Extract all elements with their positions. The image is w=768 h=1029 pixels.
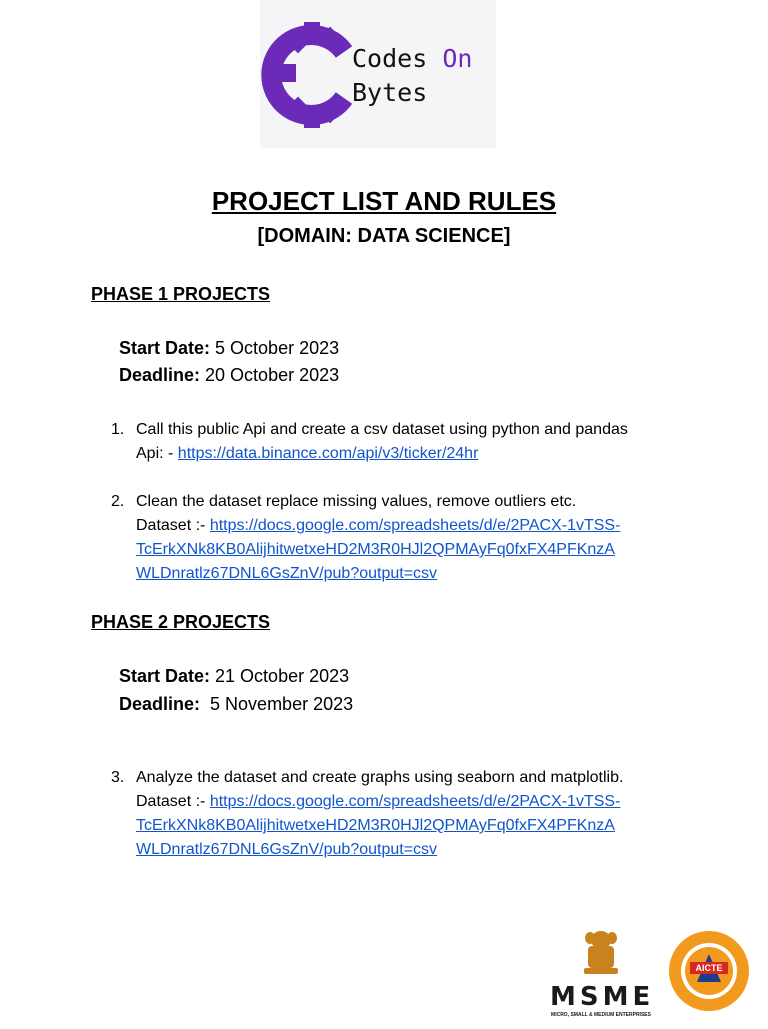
phase2-deadline [119, 694, 353, 716]
phase1-start-date [119, 338, 339, 360]
list-item [136, 418, 736, 466]
phase2-heading: PHASE 2 PROJECTS [91, 612, 271, 632]
link-prefix: Dataset :- [136, 793, 210, 810]
phase1-heading: PHASE 1 PROJECTS [91, 284, 271, 304]
item-link-line [136, 514, 736, 538]
logo-word-bytes: Bytes [352, 78, 428, 107]
msme-tagline: MICRO, SMALL & MEDIUM ENTERPRISES [551, 1012, 651, 1018]
msme-wordmark: MSME [550, 982, 655, 1012]
item-description: Clean the dataset replace missing values, remove outliers etc. [136, 493, 577, 510]
link-prefix: Api: - [136, 445, 178, 462]
start-date-value: 5 October 2023 [210, 338, 340, 358]
binance-api-link[interactable]: https://data.binance.com/api/v3/ticker/24hr [177, 445, 479, 462]
domain-subtitle: [DOMAIN: DATA SCIENCE] [257, 225, 511, 247]
list-item-number: 1. [111, 421, 125, 438]
codes-on-bytes-logo [260, 0, 496, 148]
msme-logo [544, 928, 658, 1024]
gear-icon [260, 0, 496, 148]
dataset-link-part1[interactable]: https://docs.google.com/spreadsheets/d/e/2PACX-1vTSS- [209, 793, 621, 810]
deadline-label: Deadline: [119, 365, 201, 385]
page-title: PROJECT LIST AND RULES [211, 186, 557, 216]
dataset-link-part3[interactable]: WLDnratlz67DNL6GsZnV/pub?output=csv [136, 841, 438, 858]
dataset-link-part1[interactable]: https://docs.google.com/spreadsheets/d/e/2PACX-1vTSS- [209, 517, 621, 534]
phase1-deadline [119, 365, 339, 387]
deadline-label: Deadline: [119, 694, 201, 714]
link-prefix: Dataset :- [136, 517, 210, 534]
aicte-logo [666, 928, 752, 1014]
list-item [136, 766, 736, 862]
start-date-label: Start Date: [119, 338, 211, 358]
list-item-number: 3. [111, 769, 125, 786]
dataset-link-part2[interactable]: TcErkXNk8KB0AlijhitwetxeHD2M3R0HJl2QPMAyFq0fxFX4PFKnzA [136, 541, 615, 558]
deadline-value: 20 October 2023 [200, 365, 340, 385]
item-description: Analyze the dataset and create graphs using seaborn and matplotlib. [136, 769, 624, 786]
phase2-start-date [119, 666, 349, 688]
item-description: Call this public Api and create a csv dataset using python and pandas [136, 421, 628, 438]
dataset-link-part3[interactable]: WLDnratlz67DNL6GsZnV/pub?output=csv [136, 565, 438, 582]
logo-word-on: On [442, 44, 473, 73]
list-item-number: 2. [111, 493, 125, 510]
aicte-label: AICTE [695, 963, 723, 973]
list-item [136, 490, 736, 586]
deadline-value: 5 November 2023 [200, 694, 354, 714]
logo-word-codes: Codes [352, 44, 428, 73]
item-link-line [136, 790, 736, 814]
start-date-value: 21 October 2023 [210, 666, 350, 686]
dataset-link-part2[interactable]: TcErkXNk8KB0AlijhitwetxeHD2M3R0HJl2QPMAyFq0fxFX4PFKnzA [136, 817, 615, 834]
item-link-line [136, 442, 736, 466]
start-date-label: Start Date: [119, 666, 211, 686]
